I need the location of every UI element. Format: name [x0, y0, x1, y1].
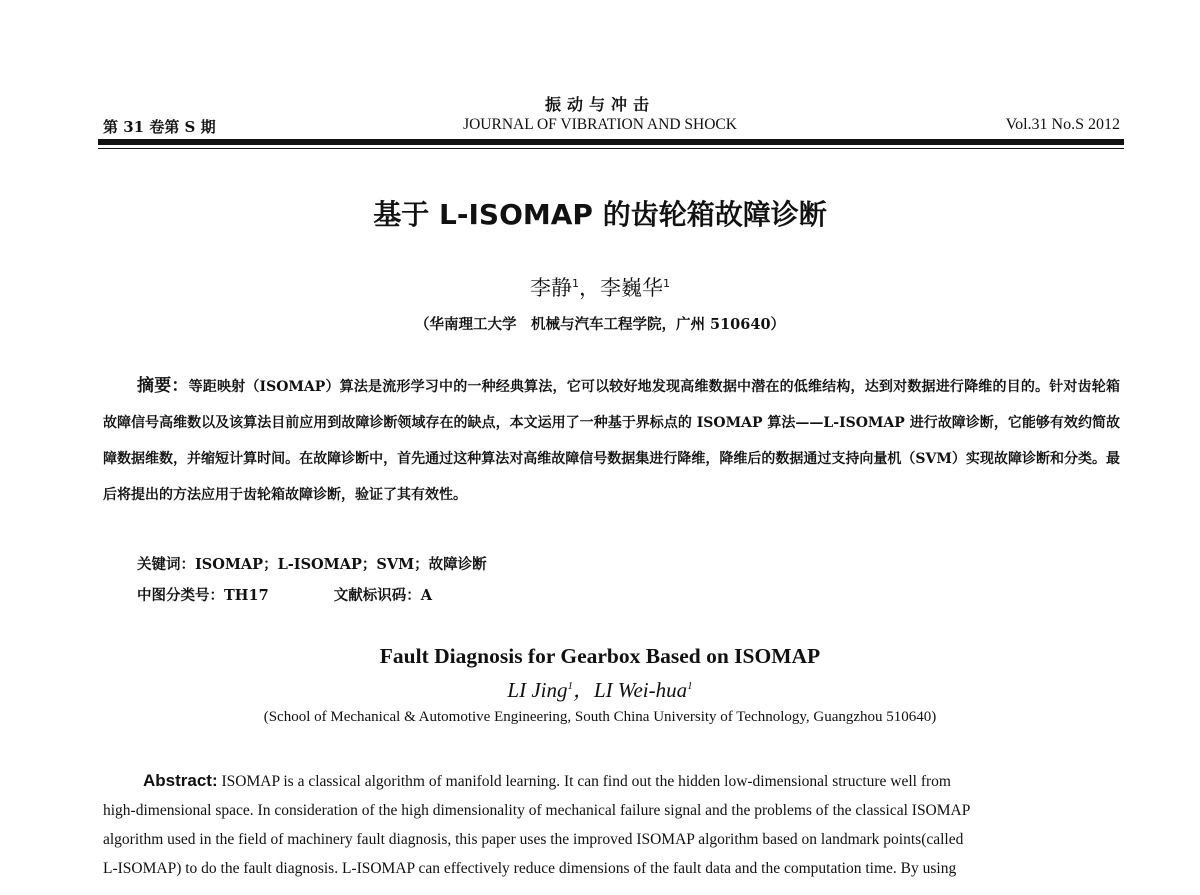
author-1-en-affil-mark: 1 [567, 680, 573, 692]
volume-label: Vol.31 No.S 2012 [1005, 116, 1120, 133]
clc-label: 中图分类号： [137, 587, 224, 604]
author-1-affil-mark: 1 [572, 277, 579, 290]
doc-code-value: A [420, 587, 432, 604]
affiliation-cn: （华南理工大学 机械与汽车工程学院，广州 510640） [414, 316, 786, 333]
paper-title-en: Fault Diagnosis for Gearbox Based on ISOMAP [379, 644, 821, 668]
abstract-line-4: L-ISOMAP) to do the fault diagnosis. L-ISOMAP can effectively reduce dimensions of the fault data and the computation time. By using [103, 860, 957, 877]
keywords-cn [137, 553, 487, 574]
abstract-label-cn: 摘要： [137, 376, 189, 396]
header-rule-thick [98, 139, 1124, 145]
abstract-cn [103, 368, 1120, 513]
keywords-label: 关键词： [137, 556, 195, 573]
author-2-en: LI Wei-hua [593, 678, 688, 702]
header-rule-thin [98, 148, 1124, 149]
author-1-en: LI Jing [507, 678, 568, 702]
authors-en [0, 674, 1200, 704]
abstract-label-en: Abstract: [143, 771, 218, 790]
keywords-value: ISOMAP；L-ISOMAP；SVM；故障诊断 [195, 556, 487, 573]
classification-line [137, 584, 432, 605]
clc-value: TH17 [224, 587, 269, 604]
abstract-line-2: high-dimensional space. In consideration of the high dimensionality of mechanical failure signal and the problems of the classical ISOMAP [103, 802, 971, 819]
author-separator-en: ， [572, 678, 594, 702]
affiliation-en: (School of Mechanical & Automotive Engineering, South China University of Technology, Guangzhou 510640) [263, 709, 937, 725]
author-1-cn: 李静 [530, 276, 572, 300]
author-2-affil-mark: 1 [663, 277, 670, 290]
author-separator: ， [579, 276, 600, 300]
abstract-line-1: ISOMAP is a classical algorithm of manifold learning. It can find out the hidden low-dimensional structure well from [221, 773, 951, 790]
doc-code-label: 文献标识码： [333, 587, 421, 604]
journal-name-cn: 振动与冲击 [544, 95, 655, 114]
author-2-cn: 李巍华 [600, 276, 663, 300]
abstract-text-cn: 等距映射（ISOMAP）算法是流形学习中的一种经典算法，它可以较好地发现高维数据中潜在的低维结构，达到对数据进行降维的目的。针对齿轮箱故障信号高维数以及该算法目前应用到故障诊断领域存在的缺点，本文运用了一种基于界标点的 ISOMAP 算法——L-ISOMAP 进行故障诊断，它能够有效约简故障数据维数，并缩短计算时间。在故障诊断中，首先通过这种算法对高维故障信号数据集进行降维，降维后的数据通过支持向量机（SVM）实现故障诊断和分类。最后将提出的方法应用于齿轮箱故障诊断，验证了其有效性。 [103, 379, 1120, 503]
issue-label: 第 31 卷第 S 期 [103, 118, 216, 136]
journal-name-en: JOURNAL OF VIBRATION AND SHOCK [463, 116, 737, 133]
authors-cn [0, 272, 1200, 302]
author-2-en-affil-mark: 1 [687, 680, 693, 692]
abstract-line-3: algorithm used in the field of machinery fault diagnosis, this paper uses the improved ISOMAP algorithm based on landmark points(called [103, 831, 964, 848]
paper-title-cn: 基于 L-ISOMAP 的齿轮箱故障诊断 [373, 198, 827, 231]
abstract-en [103, 766, 1123, 883]
